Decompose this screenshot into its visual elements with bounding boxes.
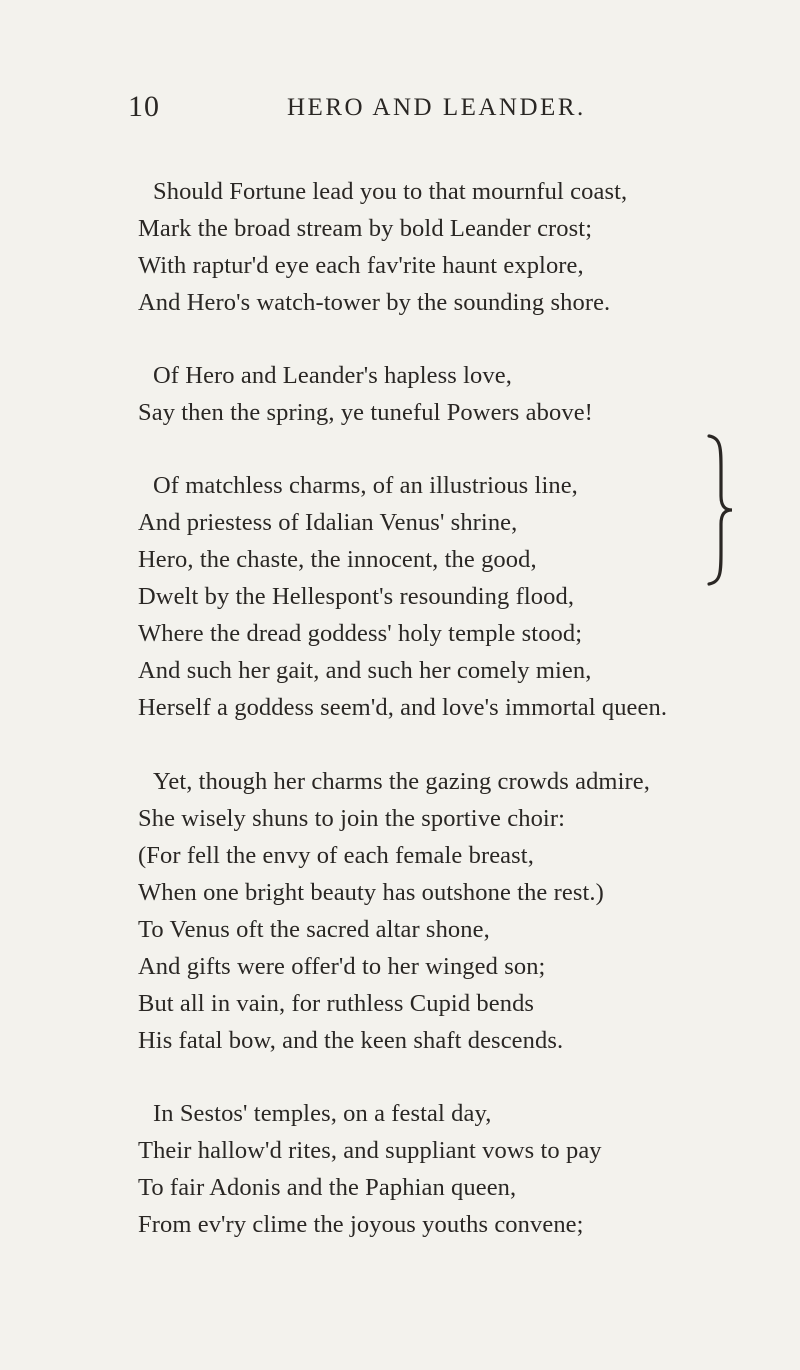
poem-line: And gifts were offer'd to her winged son; — [138, 953, 546, 980]
poem-line: To fair Adonis and the Paphian queen, — [138, 1174, 517, 1201]
poem-line: Of Hero and Leander's hapless love, — [153, 362, 512, 389]
poem-line: Say then the spring, ye tuneful Powers above! — [138, 399, 593, 426]
poem-line: Of matchless charms, of an illustrious line, — [153, 472, 578, 499]
poem-line: Their hallow'd rites, and suppliant vows to pay — [138, 1137, 602, 1164]
page-header — [0, 90, 800, 140]
poem-line: And such her gait, and such her comely mien, — [138, 657, 592, 684]
poem-line: Should Fortune lead you to that mournful coast, — [153, 178, 628, 205]
triplet-brace — [705, 430, 735, 590]
poem-line: She wisely shuns to join the sportive choir: — [138, 805, 565, 832]
poem-line: Mark the broad stream by bold Leander crost; — [138, 215, 593, 242]
poem-line: His fatal bow, and the keen shaft descends. — [138, 1027, 564, 1054]
running-title: HERO AND LEANDER. — [287, 94, 586, 121]
page-number: 10 — [128, 90, 160, 123]
poem-line: From ev'ry clime the joyous youths convene; — [138, 1211, 584, 1238]
poem-line: Yet, though her charms the gazing crowds admire, — [153, 768, 650, 795]
poem-line: And priestess of Idalian Venus' shrine, — [138, 509, 518, 536]
poem-line: And Hero's watch-tower by the sounding shore. — [138, 289, 611, 316]
poem-line: To Venus oft the sacred altar shone, — [138, 916, 490, 943]
poem-line: When one bright beauty has outshone the rest.) — [138, 879, 604, 906]
poem-line: With raptur'd eye each fav'rite haunt explore, — [138, 252, 584, 279]
poem-line: Hero, the chaste, the innocent, the good, — [138, 546, 537, 573]
poem-line: In Sestos' temples, on a festal day, — [153, 1100, 492, 1127]
poem-line: Dwelt by the Hellespont's resounding flood, — [138, 583, 575, 610]
poem-line: (For fell the envy of each female breast, — [138, 842, 534, 869]
poem-line: Where the dread goddess' holy temple stood; — [138, 620, 583, 647]
poem-line: But all in vain, for ruthless Cupid bends — [138, 990, 535, 1017]
poem-line: Herself a goddess seem'd, and love's immortal queen. — [138, 694, 668, 721]
